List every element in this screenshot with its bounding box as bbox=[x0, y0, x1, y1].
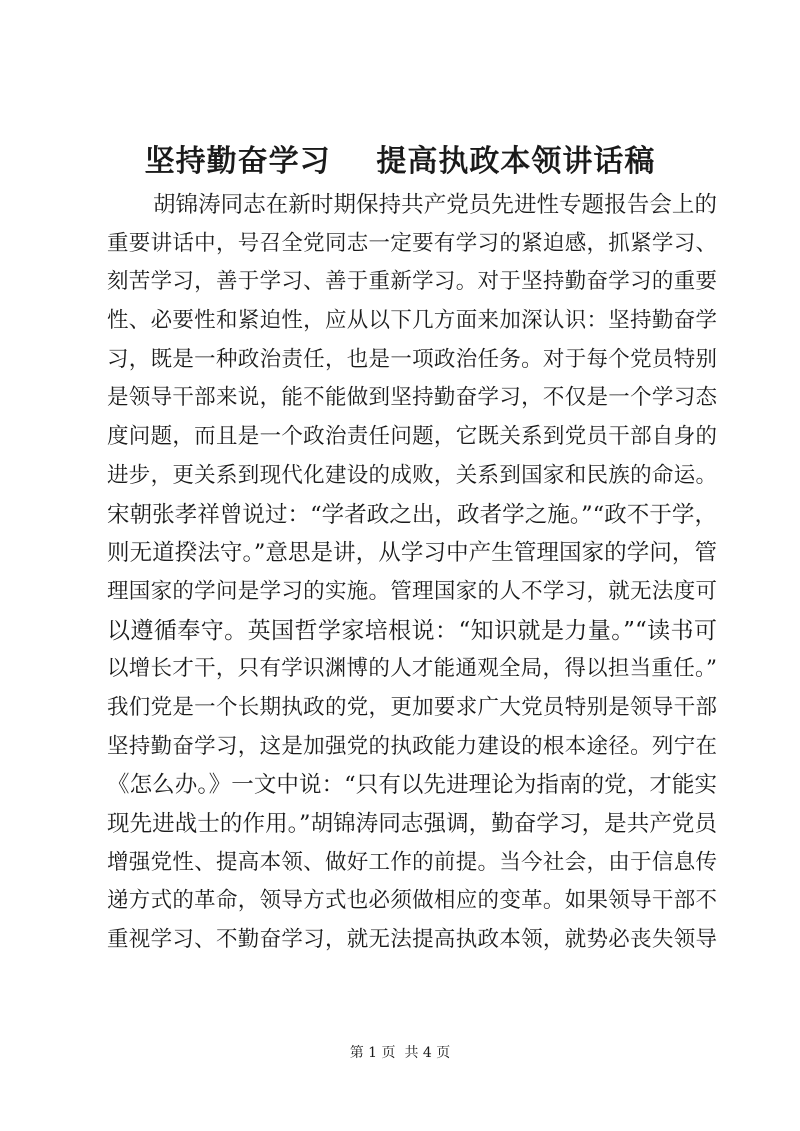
body-line: 宋朝张孝祥曾说过：“学者政之出，政者学之施。”“政不于学， bbox=[107, 501, 717, 528]
body-line: 刻苦学习，善于学习、善于重新学习。对于坚持勤奋学习的重要 bbox=[107, 269, 717, 295]
body-line: 我们党是一个长期执政的党，更加要求广大党员特别是领导干部 bbox=[107, 694, 717, 720]
body-line: 胡锦涛同志在新时期保持共产党员先进性专题报告会上的 bbox=[153, 192, 717, 218]
body-line: 重要讲话中，号召全党同志一定要有学习的紧迫感，抓紧学习、 bbox=[107, 230, 717, 256]
body-line: 是领导干部来说，能不能做到坚持勤奋学习，不仅是一个学习态 bbox=[107, 385, 717, 411]
body-line: 重视学习、不勤奋学习，就无法提高执政本领，就势必丧失领导 bbox=[107, 927, 717, 953]
body-line: 坚持勤奋学习，这是加强党的执政能力建设的根本途径。列宁在 bbox=[107, 733, 717, 759]
document-body bbox=[107, 186, 717, 960]
body-line: 递方式的革命，领导方式也必须做相应的变革。如果领导干部不 bbox=[107, 888, 717, 914]
body-line: 性、必要性和紧迫性，应从以下几方面来加深认识：坚持勤奋学 bbox=[107, 308, 717, 334]
body-line: 以增长才干，只有学识渊博的人才能通观全局，得以担当重任。” bbox=[107, 656, 717, 682]
body-line: 以遵循奉守。英国哲学家培根说：“知识就是力量。”“读书可 bbox=[107, 617, 717, 644]
body-line: 习，既是一种政治责任，也是一项政治任务。对于每个党员特别 bbox=[107, 346, 717, 372]
body-line: 现先进战士的作用。”胡锦涛同志强调，勤奋学习，是共产党员 bbox=[107, 811, 717, 837]
body-line: 理国家的学问是学习的实施。管理国家的人不学习，就无法度可 bbox=[107, 578, 717, 604]
body-line: 进步，更关系到现代化建设的成败，关系到国家和民族的命运。 bbox=[107, 462, 717, 488]
body-line: 度问题，而且是一个政治责任问题，它既关系到党员干部自身的 bbox=[107, 424, 717, 450]
body-line: 《怎么办。》一文中说：“只有以先进理论为指南的党，才能实 bbox=[107, 772, 717, 799]
document-title: 坚持勤奋学习 提高执政本领讲话稿 bbox=[144, 144, 656, 179]
body-line: 增强党性、提高本领、做好工作的前提。当今社会，由于信息传 bbox=[107, 849, 717, 875]
body-line: 则无道揆法守。”意思是讲，从学习中产生管理国家的学问，管 bbox=[107, 540, 717, 567]
page-footer: 第 1 页 共 4 页 bbox=[349, 1045, 451, 1061]
